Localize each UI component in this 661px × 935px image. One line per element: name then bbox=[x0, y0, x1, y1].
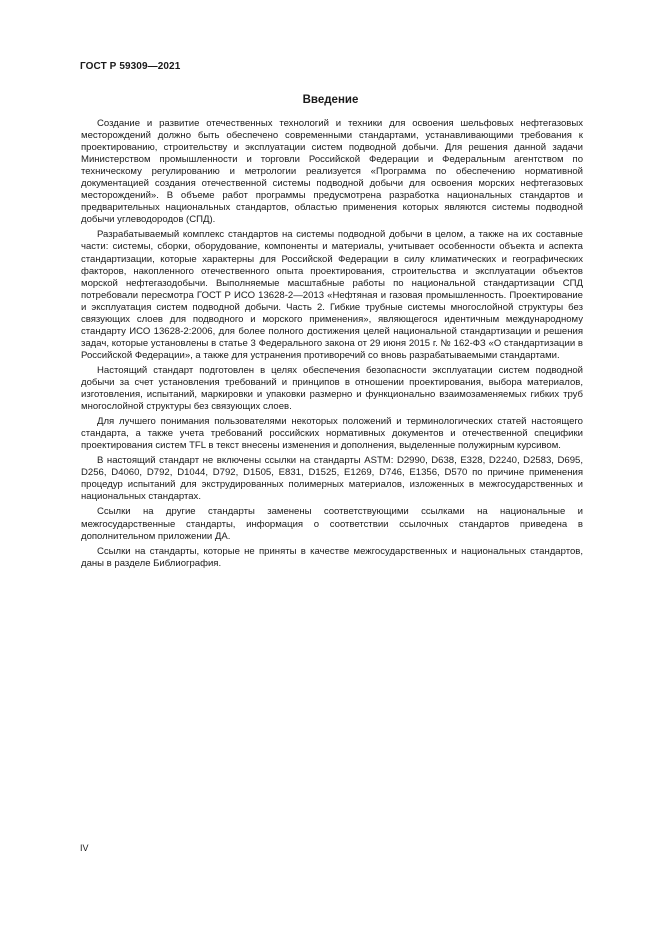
paragraph: Создание и развитие отечественных технологий и техники для освоения шельфовых нефтегазовых месторождений должно быть обеспечено современными стандартами, устанавливающими требования к проектированию, строительству и эксплуатации систем подводной добычи. Для решения данной задачи Министерством промышленности и торговли Российской Федерации и Федеральным агентством по техническому регулированию и метрологии реализуется «Программа по обеспечению нормативной документацией создания отечественной системы подводной добычи для освоения морских нефтегазовых месторождений». В объеме работ программы предусмотрена разработка национальных стандартов и предварительных национальных стандартов, областью применения которых являются системы подводной добычи углеводородов (СПД). bbox=[81, 118, 583, 226]
section-title: Введение bbox=[302, 94, 359, 106]
standard-number: ГОСТ Р 59309—2021 bbox=[80, 61, 181, 72]
paragraph: Для лучшего понимания пользователями некоторых положений и терминологических статей настоящего стандарта, а также учета требований российских нормативных документов и отечественной специфики проектирования систем TFL в текст внесены изменения и дополнения, выделенные полужирным курсивом. bbox=[81, 416, 583, 452]
paragraph: Разрабатываемый комплекс стандартов на системы подводной добычи в целом, а также на их составные части: системы, сборки, оборудование, компоненты и материалы, учитывает особенности объекта и аспекта стандартизации, которые характерны для Российской Федерации в силу климатических и географических факторов, накопленного отечественного опыта проектирования, строительства и эксплуатации объектов морской нефтегазодобычи. Выполняемые масштабные работы по национальной стандартизации СПД потребовали пересмотра ГОСТ Р ИСО 13628-2—2013 «Нефтяная и газовая промышленность. Проектирование и эксплуатация систем подводной добычи. Часть 2. Гибкие трубные системы многослойной структуры без связующих слоев для подводного и морского применения», являющегося идентичным международному стандарту ИСО 13628-2:2006, для более полного достижения целей национальной стандартизации и решения задач, которые установлены в статье 3 Федерального закона от 29 июня 2015 г. № 162-ФЗ «О стандартизации в Российской Федерации», а также для устранения противоречий со вновь разрабатываемыми стандартами. bbox=[81, 229, 583, 361]
paragraph: Настоящий стандарт подготовлен в целях обеспечения безопасности эксплуатации систем подводной добычи за счет установления требований и принципов в отношении проектирования, выбора материалов, изготовления, испытаний, маркировки и упаковки размерно и функционально взаимозаменяемых гибких труб многослойной структуры без связующих слоев. bbox=[81, 364, 583, 413]
paragraph: Ссылки на другие стандарты заменены соответствующими ссылками на национальные и межгосударственные стандарты, информация о соответствии ссылочных стандартов приведена в дополнительном приложении ДА. bbox=[81, 506, 583, 542]
introduction-body bbox=[81, 118, 583, 573]
paragraph: Ссылки на стандарты, которые не приняты в качестве межгосударственных и национальных стандартов, даны в разделе Библиография. bbox=[81, 545, 583, 569]
page-number: IV bbox=[80, 843, 89, 853]
paragraph: В настоящий стандарт не включены ссылки на стандарты ASTM: D2990, D638, E328, D2240, D2583, D695, D256, D4060, D792, D1044, D792, D1505, E831, D1525, E1269, D746, E1356, D570 по причине применения процедур испытаний для экструдированных полимерных материалов, изложенных в межгосударственных и национальных стандартах. bbox=[81, 455, 583, 503]
